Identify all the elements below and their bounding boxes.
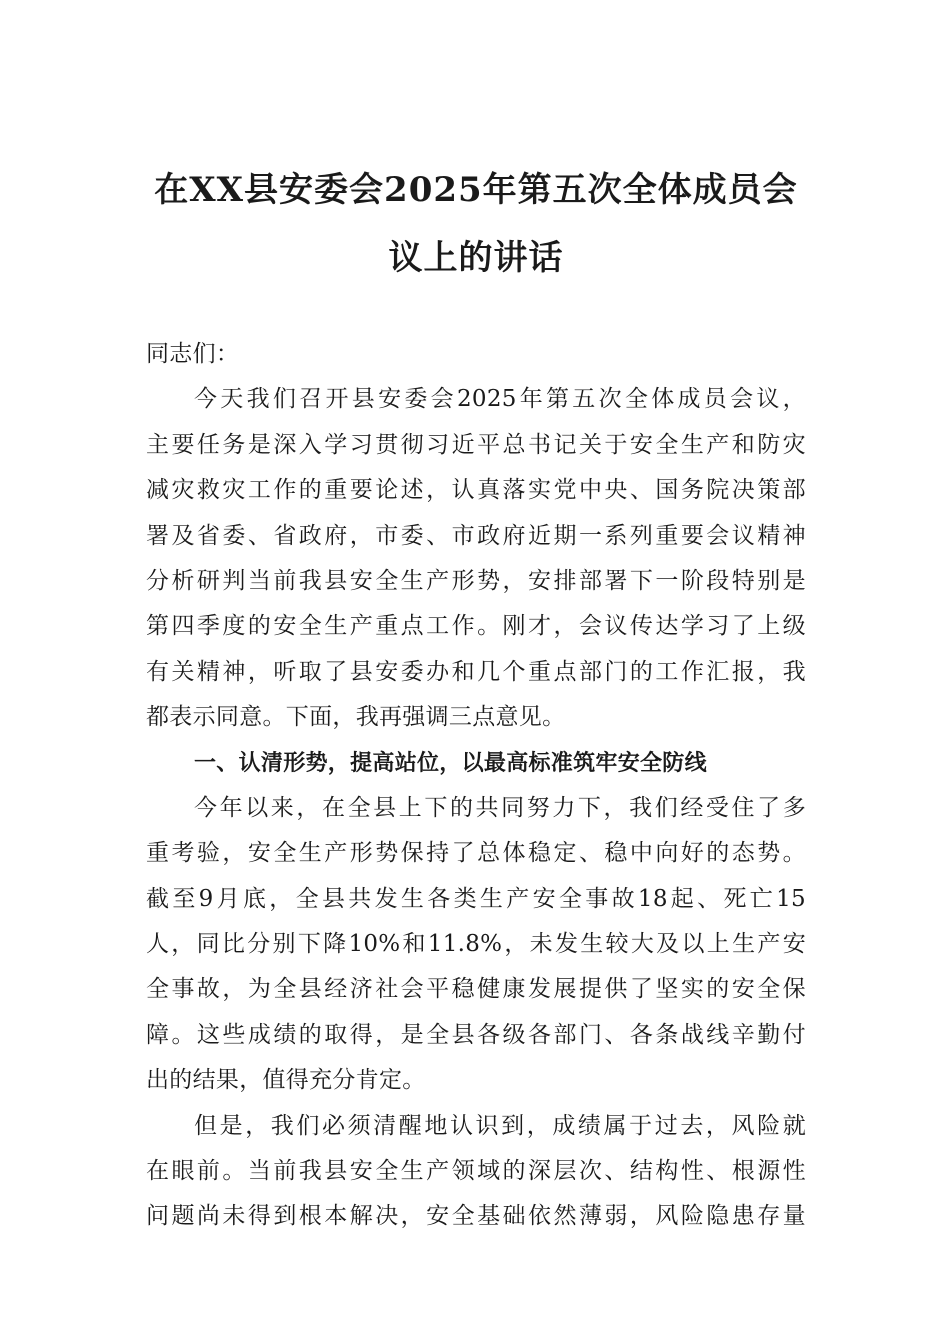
text-line: 全事故，为全县经济社会平稳健康发展提供了坚实的安全保 xyxy=(146,976,806,1003)
text-line: 今天我们召开县安委会2025年第五次全体成员会议， xyxy=(194,386,806,413)
section-heading-1: 一、认清形势，提高站位，以最高标准筑牢安全防线 xyxy=(194,750,707,776)
text-line: 但是，我们必须清醒地认识到，成绩属于过去，风险就 xyxy=(194,1112,806,1139)
text-line: 人，同比分别下降10%和11.8%，未发生较大及以上生产安 xyxy=(146,931,806,958)
text-line: 截至9月底，全县共发生各类生产安全事故18起、死亡15 xyxy=(146,885,806,912)
document-title-line-1: 在XX县安委会2025年第五次全体成员会 xyxy=(154,170,798,210)
text-line: 问题尚未得到根本解决，安全基础依然薄弱，风险隐患存量 xyxy=(146,1203,806,1230)
text-line: 都表示同意。下面，我再强调三点意见。 xyxy=(146,704,566,731)
text-line: 分析研判当前我县安全生产形势，安排部署下一阶段特别是 xyxy=(146,567,806,594)
document-body xyxy=(146,332,806,1240)
text-line: 今年以来，在全县上下的共同努力下，我们经受住了多 xyxy=(194,794,806,821)
document-title-line-2: 议上的讲话 xyxy=(388,238,564,278)
text-line: 出的结果，值得充分肯定。 xyxy=(146,1067,426,1094)
text-line: 署及省委、省政府，市委、市政府近期一系列重要会议精神 xyxy=(146,522,806,549)
text-line: 重考验，安全生产形势保持了总体稳定、稳中向好的态势。 xyxy=(146,840,806,867)
text-line: 有关精神，听取了县安委办和几个重点部门的工作汇报，我 xyxy=(146,658,806,685)
text-line: 在眼前。当前我县安全生产领域的深层次、结构性、根源性 xyxy=(146,1158,806,1185)
text-line: 减灾救灾工作的重要论述，认真落实党中央、国务院决策部 xyxy=(146,477,806,504)
text-line: 障。这些成绩的取得，是全县各级各部门、各条战线辛勤付 xyxy=(146,1021,806,1048)
text-line: 第四季度的安全生产重点工作。刚才，会议传达学习了上级 xyxy=(146,613,806,640)
text-line: 主要任务是深入学习贯彻习近平总书记关于安全生产和防灾 xyxy=(146,431,806,458)
salutation: 同志们： xyxy=(146,341,240,367)
